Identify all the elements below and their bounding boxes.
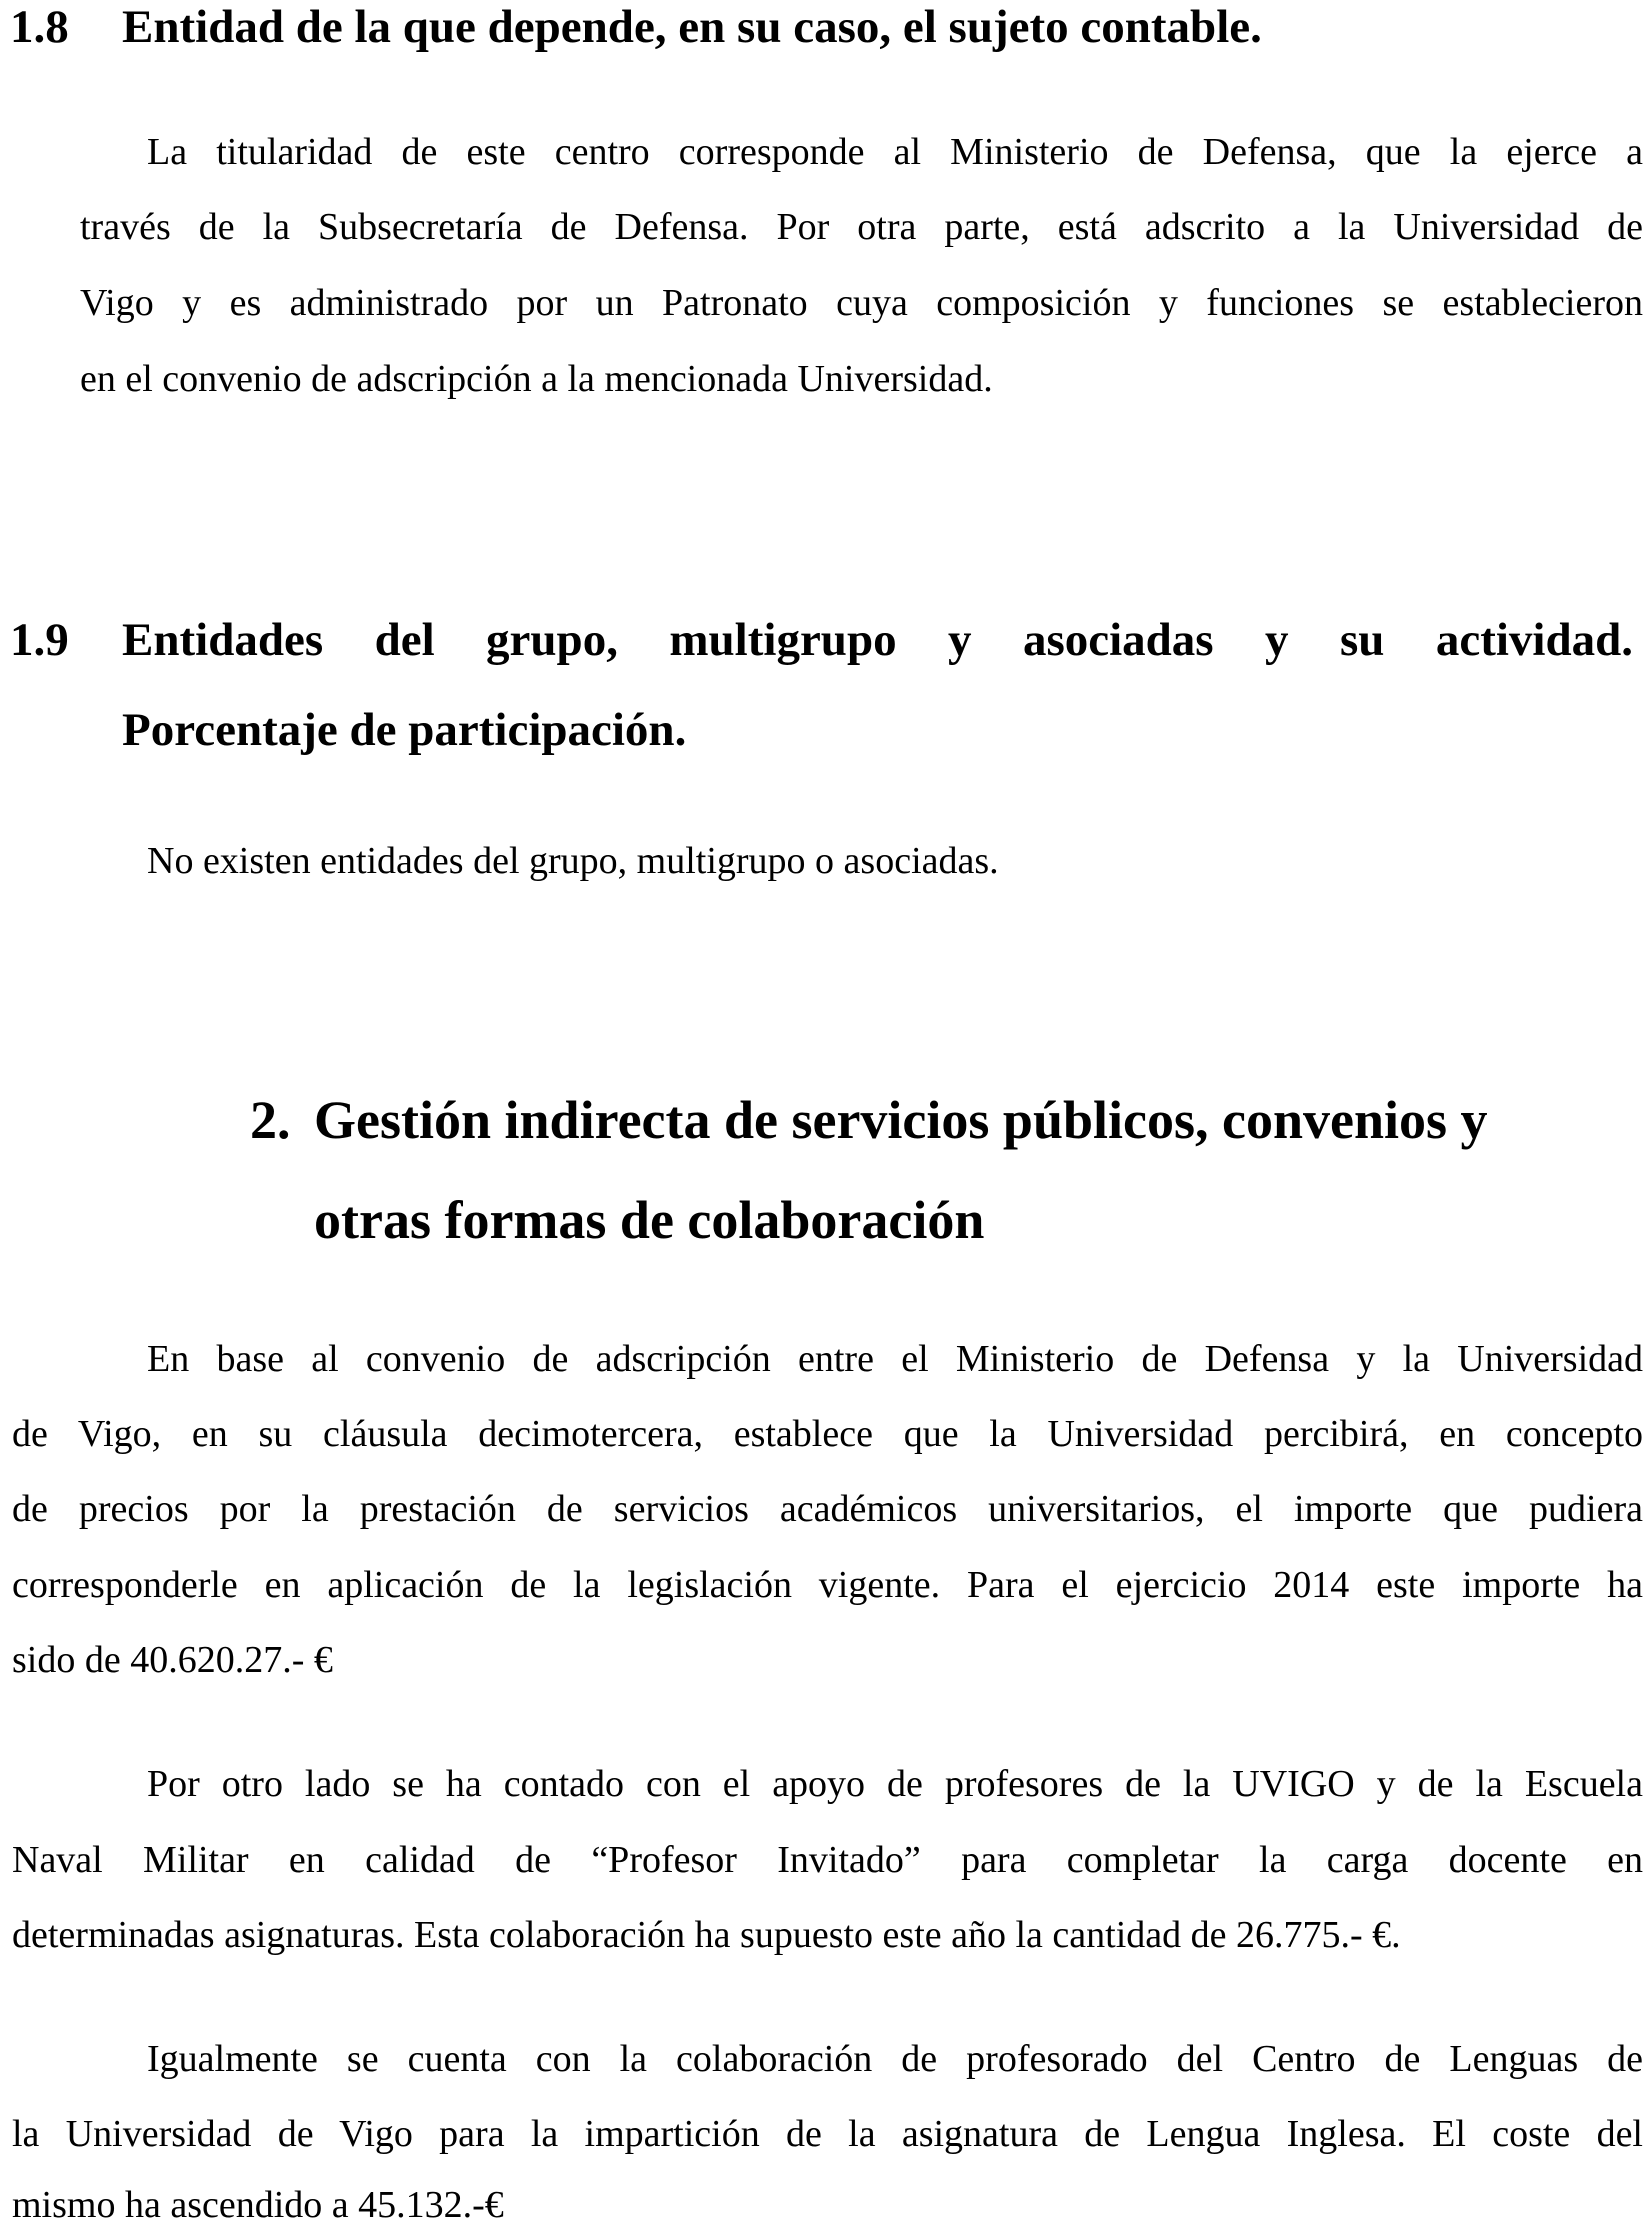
lenguas-paragraph-line: la Universidad de Vigo para la impartición de la asignatura de Lengua Inglesa. El coste del: [12, 2113, 1643, 2155]
convenio-paragraph-line: corresponderle en aplicación de la legislación vigente. Para el ejercicio 2014 este importe ha: [12, 1564, 1643, 1606]
convenio-paragraph-line: de Vigo, en su cláusula decimotercera, establece que la Universidad percibirá, en concepto: [12, 1413, 1643, 1455]
section-1-8-paragraph-line: La titularidad de este centro corresponde al Ministerio de Defensa, que la ejerce a: [147, 131, 1643, 173]
chapter-2-title-line-2: otras formas de colaboración: [314, 1190, 985, 1250]
convenio-paragraph-line: de precios por la prestación de servicios académicos universitarios, el importe que pudiera: [12, 1488, 1643, 1530]
convenio-paragraph-line: En base al convenio de adscripción entre el Ministerio de Defensa y la Universidad: [147, 1338, 1643, 1380]
lenguas-paragraph-line: mismo ha ascendido a 45.132.-€: [12, 2184, 504, 2226]
section-1-9-paragraph: No existen entidades del grupo, multigrupo o asociadas.: [147, 840, 999, 882]
section-1-8-paragraph-line: en el convenio de adscripción a la mencionada Universidad.: [80, 358, 993, 400]
lenguas-paragraph-line: Igualmente se cuenta con la colaboración de profesorado del Centro de Lenguas de: [147, 2038, 1643, 2080]
profesores-paragraph-line: Naval Militar en calidad de “Profesor Invitado” para completar la carga docente en: [12, 1839, 1643, 1881]
chapter-2-number: 2.: [250, 1090, 291, 1150]
chapter-2-title-line-1: Gestión indirecta de servicios públicos, convenios y: [314, 1090, 1488, 1150]
section-1-9-number: 1.9: [10, 614, 69, 666]
section-1-9-title-line-2: Porcentaje de participación.: [122, 704, 687, 756]
section-1-8-paragraph-line: Vigo y es administrado por un Patronato cuya composición y funciones se establecieron: [80, 282, 1643, 324]
section-1-8-title: Entidad de la que depende, en su caso, el sujeto contable.: [122, 1, 1262, 53]
profesores-paragraph-line: Por otro lado se ha contado con el apoyo de profesores de la UVIGO y de la Escuela: [147, 1763, 1643, 1805]
section-1-8-number: 1.8: [10, 1, 69, 53]
profesores-paragraph-line: determinadas asignaturas. Esta colaboración ha supuesto este año la cantidad de 26.775.- €.: [12, 1914, 1401, 1956]
section-1-9-title-line-1: Entidades del grupo, multigrupo y asociadas y su actividad.: [122, 614, 1633, 666]
section-1-8-paragraph-line: través de la Subsecretaría de Defensa. Por otra parte, está adscrito a la Universidad de: [80, 206, 1643, 248]
convenio-paragraph-line: sido de 40.620.27.- €: [12, 1639, 333, 1681]
